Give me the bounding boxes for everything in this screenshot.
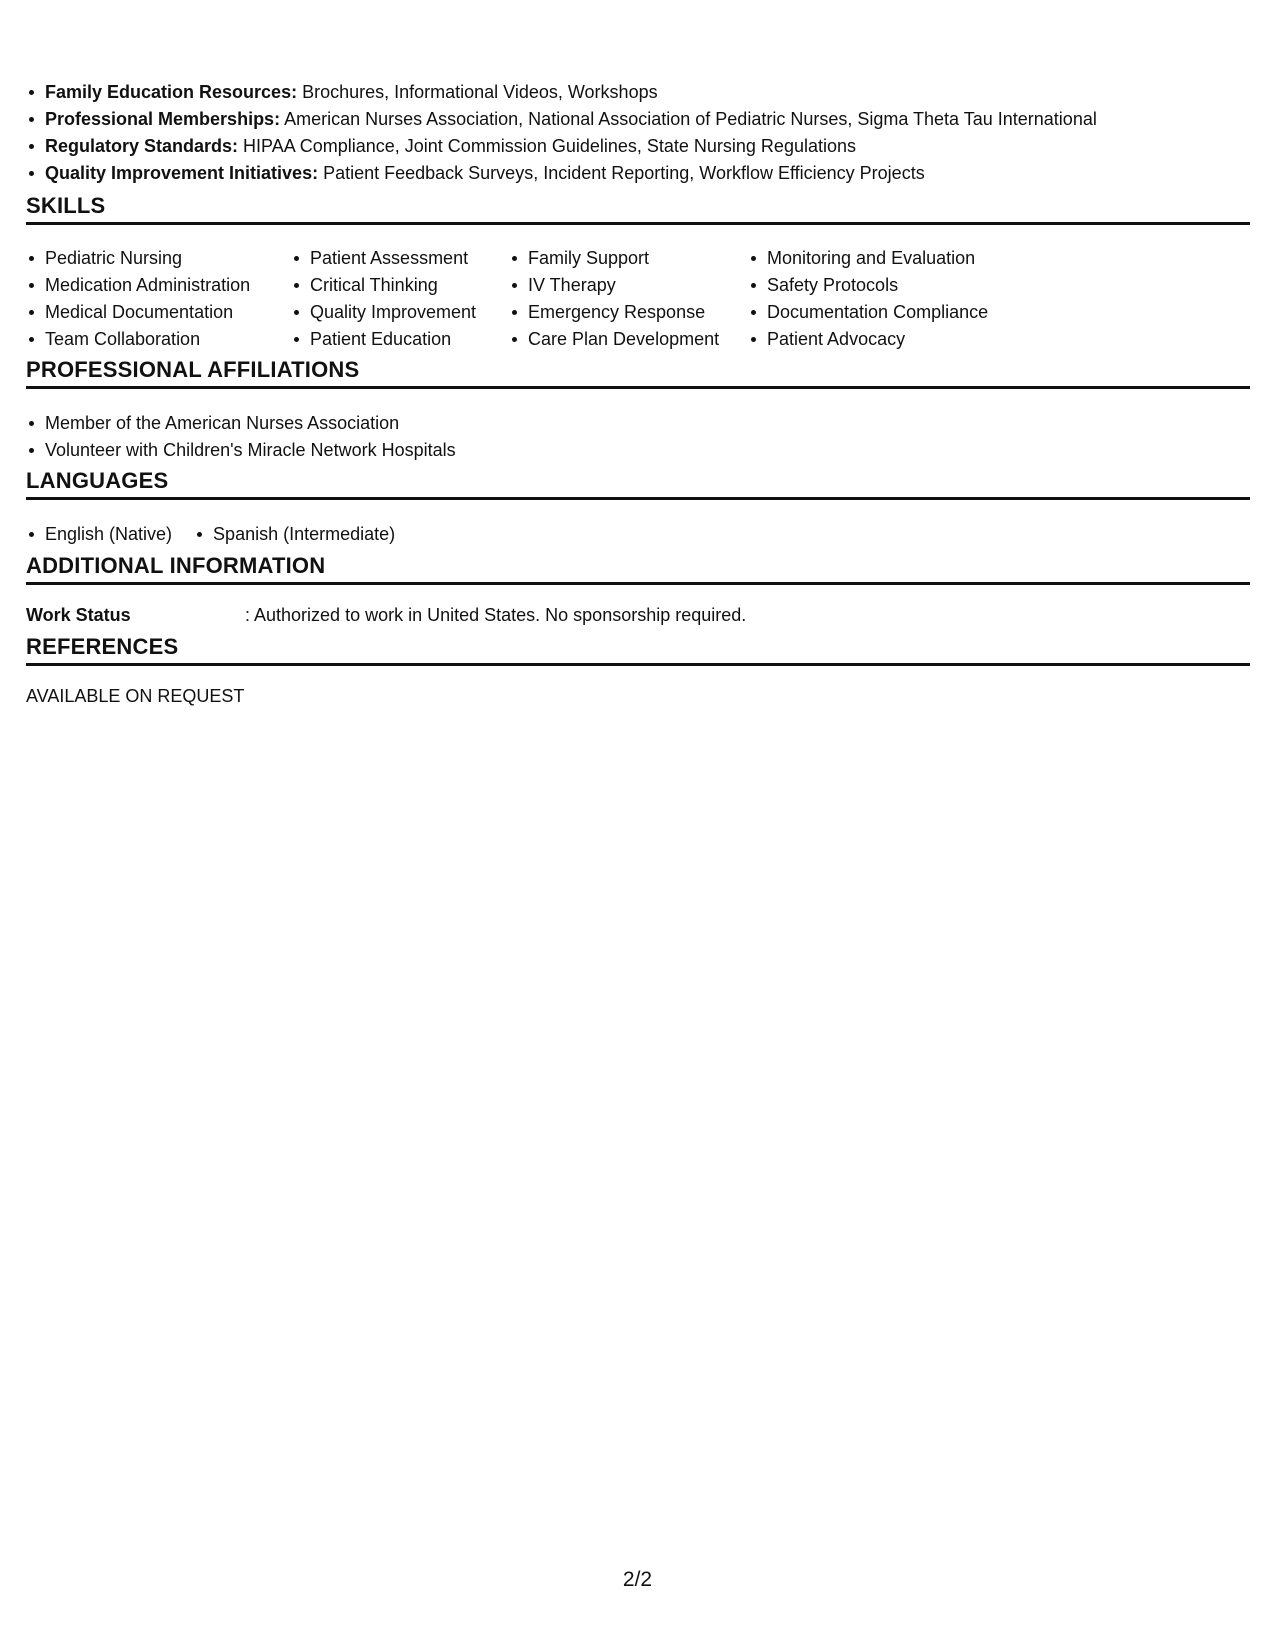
- skill-item: Safety Protocols: [748, 272, 1048, 299]
- skill-item: Team Collaboration: [26, 326, 291, 353]
- skill-item: Quality Improvement: [291, 299, 509, 326]
- skill-item: Documentation Compliance: [748, 299, 1048, 326]
- skill-item: Medication Administration: [26, 272, 291, 299]
- page-number: 2/2: [622, 1568, 653, 1591]
- skills-grid: [26, 245, 1048, 353]
- skill-item: Critical Thinking: [291, 272, 509, 299]
- work-status-value: : Authorized to work in United States. No sponsorship required.: [245, 605, 747, 625]
- skill-item: Patient Advocacy: [748, 326, 1048, 353]
- skills-column: [26, 245, 291, 353]
- skill-item: Medical Documentation: [26, 299, 291, 326]
- work-status-row: [26, 602, 746, 628]
- list-item: Member of the American Nurses Association: [26, 410, 456, 437]
- skill-item: Care Plan Development: [509, 326, 748, 353]
- additional-resources-list: [26, 79, 1097, 187]
- skills-column: [291, 245, 509, 353]
- work-status-label: Work Status: [26, 605, 131, 625]
- additional-info-heading: ADDITIONAL INFORMATION: [26, 553, 1250, 585]
- languages-heading: LANGUAGES: [26, 468, 1250, 500]
- skill-item: Patient Education: [291, 326, 509, 353]
- skill-item: IV Therapy: [509, 272, 748, 299]
- skill-item: Pediatric Nursing: [26, 245, 291, 272]
- affiliations-list: [26, 410, 456, 464]
- list-item: Quality Improvement Initiatives: Patient Feedback Surveys, Incident Reporting, Workflow Efficiency Projects: [26, 160, 1097, 187]
- language-item: Spanish (Intermediate): [194, 521, 395, 548]
- list-item: Family Education Resources: Brochures, Informational Videos, Workshops: [26, 79, 1097, 106]
- skills-heading: SKILLS: [26, 193, 1250, 225]
- skill-item: Monitoring and Evaluation: [748, 245, 1048, 272]
- references-text: AVAILABLE ON REQUEST: [26, 686, 245, 706]
- list-item: Regulatory Standards: HIPAA Compliance, Joint Commission Guidelines, State Nursing Regulations: [26, 133, 1097, 160]
- affiliations-heading: PROFESSIONAL AFFILIATIONS: [26, 357, 1250, 389]
- skills-column: [748, 245, 1048, 353]
- skill-item: Patient Assessment: [291, 245, 509, 272]
- references-heading: REFERENCES: [26, 634, 1250, 666]
- languages-list: [26, 521, 417, 548]
- skills-column: [509, 245, 748, 353]
- skill-item: Emergency Response: [509, 299, 748, 326]
- list-item: Volunteer with Children's Miracle Network Hospitals: [26, 437, 456, 464]
- list-item: Professional Memberships: American Nurses Association, National Association of Pediatric Nurses, Sigma Theta Tau International: [26, 106, 1097, 133]
- skill-item: Family Support: [509, 245, 748, 272]
- language-item: English (Native): [26, 521, 172, 548]
